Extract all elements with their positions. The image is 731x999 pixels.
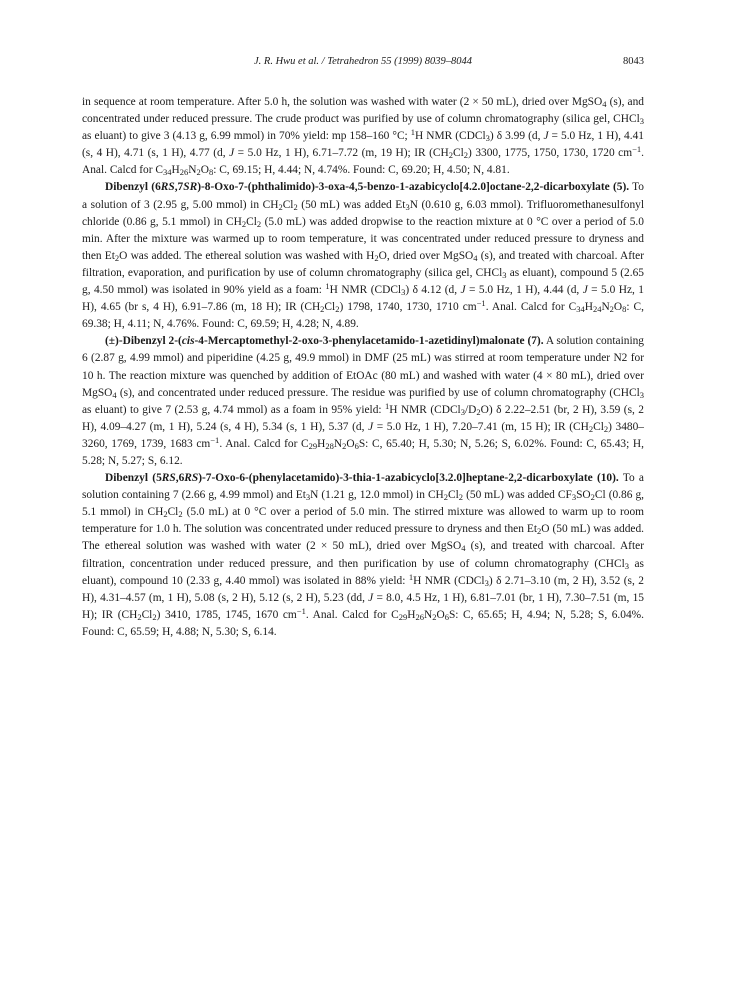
paragraph-compound-7 (82, 333, 644, 470)
compound-7-heading: (±)-Dibenzyl 2-(cis-4-Mercaptomethyl-2-oxo-3-phenylacetamido-1-azetidinyl)malonate (7). (105, 335, 544, 348)
page-number: 8043 (623, 56, 644, 67)
compound-5-heading: Dibenzyl (6RS,7SR)-8-Oxo-7-(phthalimido)-3-oxa-4,5-benzo-1-azabicyclo[4.2.0]octane-2,2-dicarboxylate (5). (105, 181, 630, 194)
paragraph-compound-10 (82, 470, 644, 641)
paragraph-text: To a solution containing 7 (2.66 g, 4.99 mmol) and $Et_3N$ (1.21 g, 12.0 mmol) in $CH_2Cl_2$ (50 mL) was added $CF_3SO_2Cl$ (0.86 g, 5.1 mmol) in $CH_2Cl_2$ (5.0 mL) at 0 °C over a period of 5.0 min. The stirred mixture was allowed to warm up to room temperature for 1.0 h. The solution was concentrated under reduced pressure to dryness and then $Et_2O$ (50 mL) was added. The ethereal solution was washed with water (2 × 50 mL), dried over MgSO$_4$ (s), and treated with charcoal. After filtration, concentration under reduced pressure, and then purification by use of column chromatography (CHCl$_3$ as eluant), compound 10 (2.33 g, 4.40 mmol) was isolated in 88% yield: $^1$H NMR (CDCl$_3$) δ 2.71–3.10 (m, 2 H), 3.52 (s, 2 H), 4.31–4.57 (m, 1 H), 5.08 (s, 2 H), 5.12 (s, 2 H), 5.23 (dd, J = 8.0, 4.5 Hz, 1 H), 6.81–7.01 (br, 1 H), 7.30–7.51 (m, 15 H); IR $(CH_2Cl_2)$ 3410, 1785, 1745, 1670 $cm^{-1}$. Anal. Calcd for $C_{29}H_{26}N_2O_6S$: C, 65.65; H, 4.94; N, 5.28; S, 6.04%. Found: C, 65.59; H, 4.88; N, 5.30; S, 6.14. (82, 472, 645, 638)
paragraph-text: A solution containing 6 (2.87 g, 4.99 mmol) and piperidine (4.25 g, 49.9 mmol) in DMF (25 mL) was stirred at room temperature under N2 for 10 h. The reaction mixture was quenched by addition of EtOAc (80 mL) and washed with water (4 × 80 mL), dried over MgSO$_4$ (s), and concentrated under reduced pressure. The residue was purified by use of column chromatography (CHCl$_3$ as eluant) to give 7 (2.53 g, 4.74 mmol) as a foam in 95% yield: $^1$H NMR $(CDCl_3/D_2O)$ δ 2.22–2.51 (br, 2 H), 3.59 (s, 2 H), 4.09–4.27 (m, 1 H), 5.24 (s, 4 H), 5.34 (s, 1 H), 5.37 (d, J = 5.0 Hz, 1 H), 7.20–7.41 (m, 15 H); IR $(CH_2Cl_2)$ 3480–3260, 1769, 1739, 1683 $cm^{-1}$. Anal. Calcd for $C_{29}H_{28}N_2O_6S$: C, 65.40; H, 5.30; N, 5.26; S, 6.02%. Found: C, 65.43; H, 5.28; N, 5.27; S, 6.12. (82, 335, 645, 467)
article-body (82, 94, 644, 641)
paragraph-compound-3-continued (82, 94, 644, 179)
running-head: J. R. Hwu et al. / Tetrahedron 55 (1999) 8039–8044 (254, 56, 472, 67)
paragraph-compound-5 (82, 179, 644, 333)
paragraph-text: in sequence at room temperature. After 5.0 h, the solution was washed with water (2 × 50 mL), dried over MgSO$_4$ (s), and concentrated under reduced pressure. The crude product was purified by use of column chromatography (silica gel, CHCl$_3$ as eluant) to give 3 (4.13 g, 6.99 mmol) in 70% yield: mp 158–160 °C; $^1$H NMR (CDCl$_3$) δ 3.99 (d, J = 5.0 Hz, 1 H), 4.41 (s, 4 H), 4.71 (s, 1 H), 4.77 (d, J = 5.0 Hz, 1 H), 6.71–7.72 (m, 19 H); IR $(CH_2Cl_2)$ 3300, 1775, 1750, 1730, 1720 $cm^{-1}$. Anal. Calcd for $C_{34}H_{26}N_2O_8$: C, 69.15; H, 4.44; N, 4.74%. Found: C, 69.20; H, 4.50; N, 4.81. (82, 96, 645, 178)
page-header (82, 56, 644, 72)
compound-10-heading: Dibenzyl (5RS,6RS)-7-Oxo-6-(phenylacetamido)-3-thia-1-azabicyclo[3.2.0]heptane-2,2-dicarboxylate (10). (105, 472, 619, 485)
paragraph-text: To a solution of 3 (2.95 g, 5.00 mmol) in $CH_2Cl_2$ (50 mL) was added $Et_3N$ (0.610 g, 6.03 mmol). Trifluoromethanesulfonyl chloride (0.86 g, 5.1 mmol) in $CH_2Cl_2$ (5.0 mL) was added dropwise to the reaction mixture at 0 °C over a period of 5.0 min. After the mixture was warmed up to room temperature, it was concentrated under reduced pressure to dryness and then $Et_2O$ was added. The ethereal solution was washed with $H_2O$, dried over MgSO$_4$ (s), and treated with charcoal. After filtration, evaporation, and purification by use of column chromatography (silica gel, CHCl$_3$ as eluant), compound 5 (2.65 g, 4.50 mmol) was isolated in 90% yield as a foam: $^1$H NMR (CDCl$_3$) δ 4.12 (d, J = 5.0 Hz, 1 H), 4.44 (d, J = 5.0 Hz, 1 H), 4.65 (br s, 4 H), 6.91–7.86 (m, 18 H); IR $(CH_2Cl_2)$ 1798, 1740, 1730, 1710 $cm^{-1}$. Anal. Calcd for $C_{34}H_{24}N_2O_8$: C, 69.38; H, 4.11; N, 4.76%. Found: C, 69.59; H, 4.28; N, 4.89. (82, 181, 644, 331)
